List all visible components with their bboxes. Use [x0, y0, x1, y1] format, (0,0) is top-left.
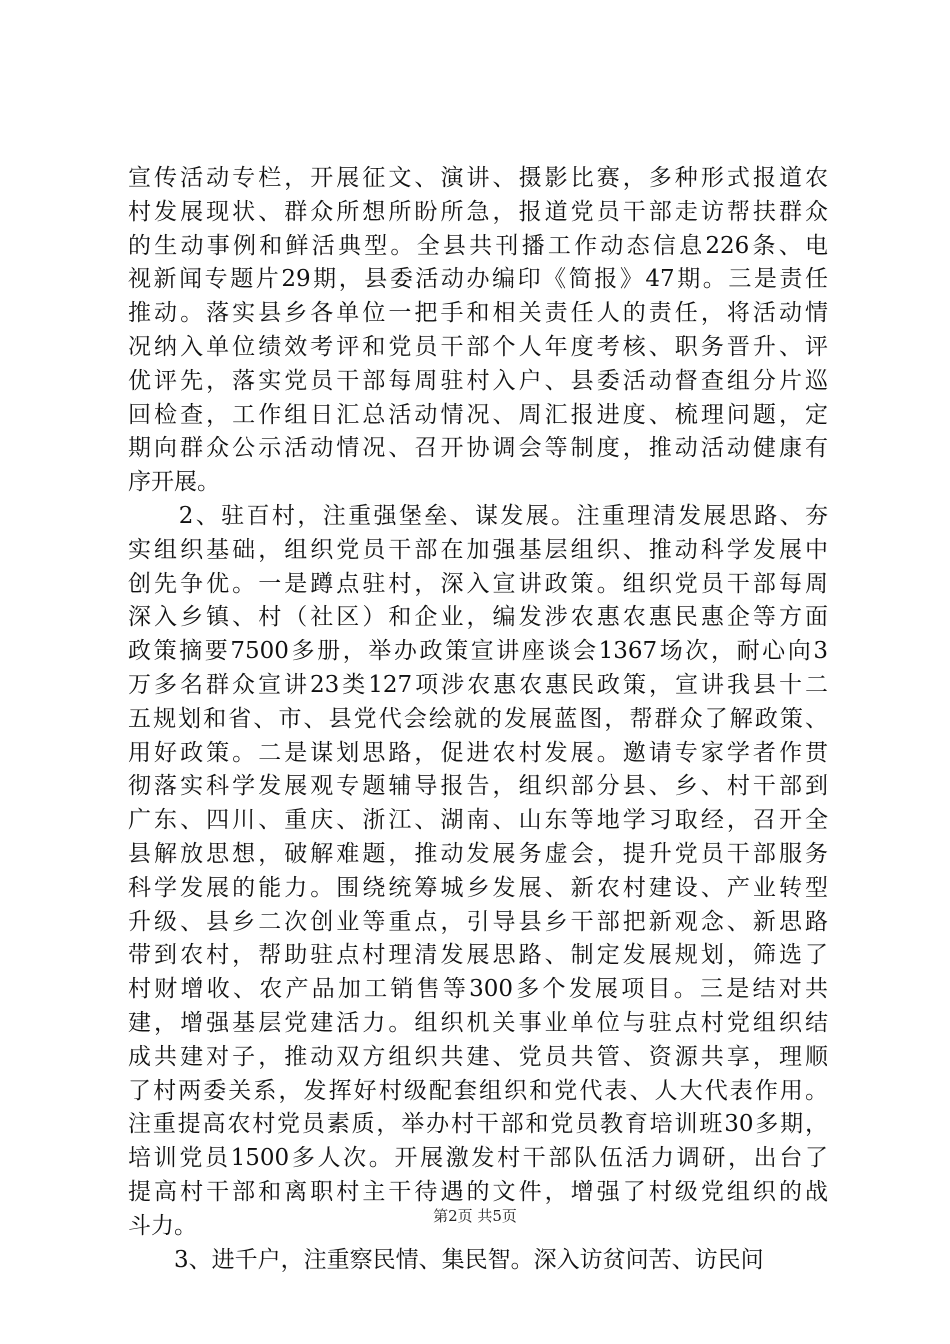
- text-line: 政策摘要7500多册，举办政策宣讲座谈会1367场次，耐心向3: [128, 638, 828, 665]
- page-footer: 第2页 共5页: [433, 1207, 517, 1225]
- text-line: 彻落实科学发展观专题辅导报告，组织部分县、乡、村干部到: [128, 773, 828, 800]
- text-line: 升级、县乡二次创业等重点，引导县乡干部把新观念、新思路: [128, 908, 828, 935]
- text-line: 万多名群众宣讲23类127项涉农惠农惠民政策，宣讲我县十二: [128, 671, 828, 698]
- text-line: 成共建对子，推动双方组织共建、党员共管、资源共享，理顺: [128, 1043, 828, 1070]
- text-line: 优评先，落实党员干部每周驻村入户、县委活动督查组分片巡: [128, 367, 828, 394]
- text-line: 况纳入单位绩效考评和党员干部个人年度考核、职务晋升、评: [128, 333, 828, 360]
- text-line: 深入乡镇、村（社区）和企业，编发涉农惠农惠民惠企等方面: [128, 604, 828, 631]
- text-line: 村发展现状、群众所想所盼所急，报道党员干部走访帮扶群众: [128, 198, 828, 225]
- text-line: 期向群众公示活动情况、召开协调会等制度，推动活动健康有: [128, 435, 828, 462]
- text-line: 宣传活动专栏，开展征文、演讲、摄影比赛，多种形式报道农: [128, 165, 828, 191]
- text-line: 推动。落实县乡各单位一把手和相关责任人的责任，将活动情: [128, 300, 828, 327]
- text-line: 了村两委关系，发挥好村级配套组织和党代表、人大代表作用。: [128, 1077, 828, 1104]
- text-line: 3、进千户，注重察民情、集民智。深入访贫问苦、访民问: [128, 1246, 764, 1273]
- text-line: 提高村干部和离职村主干待遇的文件，增强了村级党组织的战: [128, 1178, 828, 1205]
- text-line: 注重提高农村党员素质，举办村干部和党员教育培训班30多期，: [128, 1111, 828, 1138]
- text-line: 实组织基础，组织党员干部在加强基层组织、推动科学发展中: [128, 536, 828, 563]
- text-line: 建，增强基层党建活力。组织机关事业单位与驻点村党组织结: [128, 1009, 828, 1036]
- text-line: 广东、四川、重庆、浙江、湖南、山东等地学习取经，召开全: [128, 807, 828, 834]
- text-line: 科学发展的能力。围绕统筹城乡发展、新农村建设、产业转型: [128, 874, 828, 901]
- document-body: [128, 162, 828, 1277]
- text-line: 序开展。: [128, 469, 220, 496]
- text-line: 斗力。: [128, 1212, 197, 1239]
- text-line: 2、驻百村，注重强堡垒、谋发展。注重理清发展思路、夯: [128, 502, 828, 529]
- text-line: 五规划和省、市、县党代会绘就的发展蓝图，帮群众了解政策、: [128, 705, 828, 732]
- text-line: 创先争优。一是蹲点驻村，深入宣讲政策。组织党员干部每周: [128, 570, 828, 597]
- text-line: 村财增收、农产品加工销售等300多个发展项目。三是结对共: [128, 976, 828, 1003]
- text-line: 培训党员1500多人次。开展激发村干部队伍活力调研，出台了: [128, 1145, 828, 1172]
- text-line: 视新闻专题片29期，县委活动办编印《简报》47期。三是责任: [128, 266, 828, 293]
- text-line: 用好政策。二是谋划思路，促进农村发展。邀请专家学者作贯: [128, 739, 828, 766]
- text-line: 回检查，工作组日汇总活动情况、周汇报进度、梳理问题，定: [128, 401, 828, 428]
- text-line: 带到农村，帮助驻点村理清发展思路、制定发展规划，筛选了: [128, 942, 828, 969]
- text-line: 的生动事例和鲜活典型。全县共刊播工作动态信息226条、电: [128, 232, 828, 259]
- text-line: 县解放思想，破解难题，推动发展务虚会，提升党员干部服务: [128, 840, 828, 867]
